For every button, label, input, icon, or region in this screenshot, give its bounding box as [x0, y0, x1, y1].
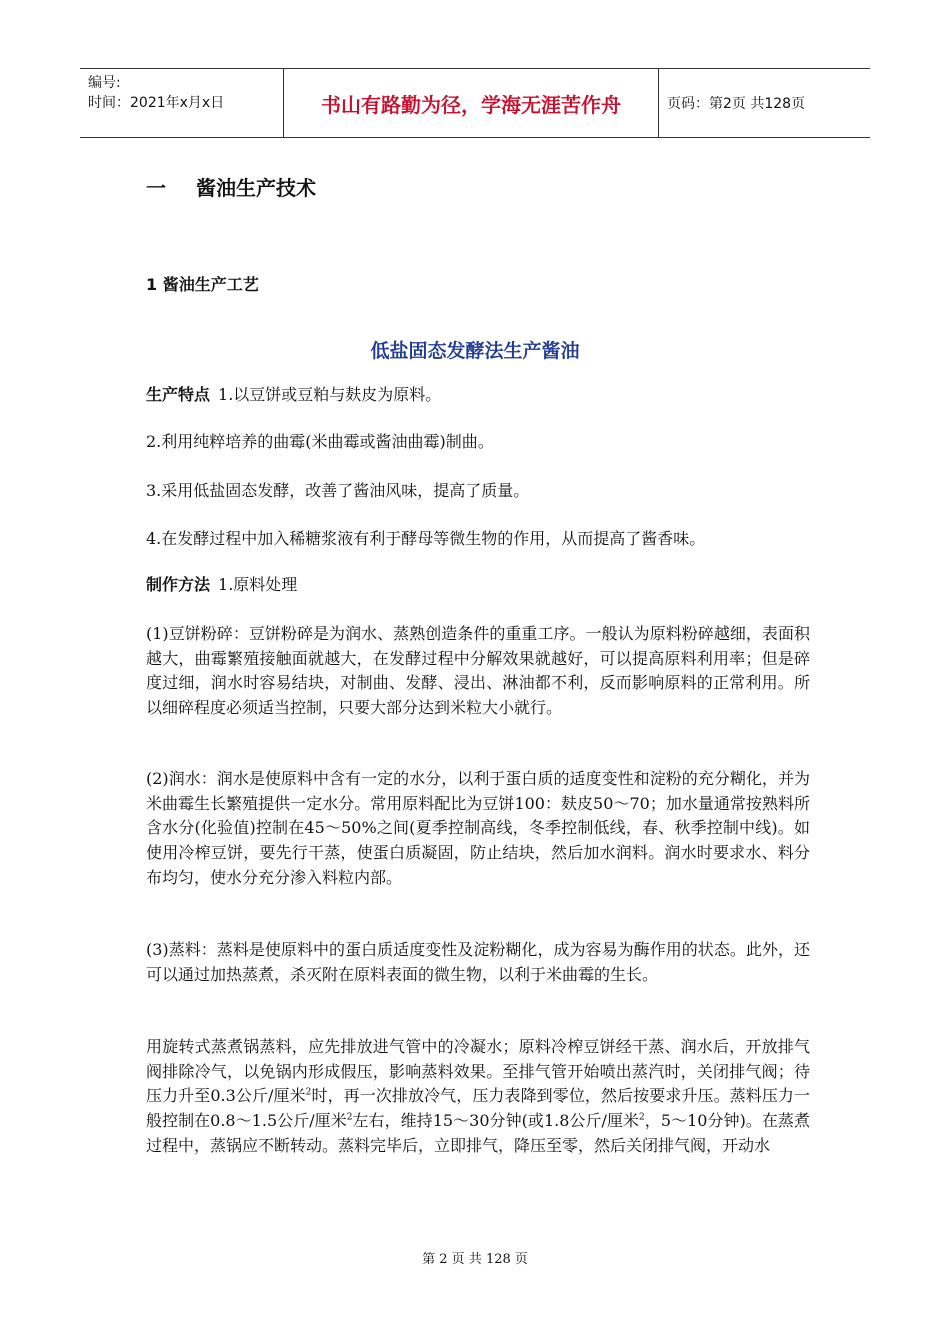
- feature-item-3: 3.采用低盐固态发酵，改善了酱油风味，提高了质量。: [146, 481, 530, 500]
- date-label: 时间：2021年x月x日: [88, 95, 225, 111]
- number-label: 编号:: [88, 75, 121, 91]
- feature-item-4: 4.在发酵过程中加入稀糖浆液有利于酵母等微生物的作用，从而提高了酱香味。: [146, 529, 706, 548]
- section-heading: 1 酱油生产工艺: [146, 275, 259, 294]
- features-line: [146, 383, 810, 408]
- superscript-2: 2: [305, 1088, 312, 1099]
- method-line: [146, 573, 810, 598]
- footer-page-number: 2: [439, 1252, 448, 1267]
- paragraph-steaming-procedure: [146, 1035, 810, 1159]
- procedure-text-b: 时，再一次排放冷气，压力表降到零位，然后按要求升压。蒸料压力一般控制在0.8～1.5公斤/厘米: [146, 1086, 810, 1131]
- footer-prefix: 第: [422, 1252, 436, 1267]
- footer-total-pages: 128: [485, 1252, 511, 1267]
- feature-item-1: 1.以豆饼或豆粕与麸皮为原料。: [218, 385, 442, 404]
- method-label: 制作方法: [146, 575, 211, 594]
- footer-suffix: 页: [514, 1252, 528, 1267]
- page-header: [80, 68, 870, 138]
- footer-middle: 页 共: [451, 1252, 482, 1267]
- superscript-2: 2: [639, 1112, 645, 1123]
- feature-item-2: 2.利用纯粹培养的曲霉(米曲霉或酱油曲霉)制曲。: [146, 432, 494, 451]
- chapter-heading: [146, 172, 316, 201]
- page-footer: [0, 1248, 950, 1267]
- procedure-text-c: 左右，维持15～30分钟(或1.8公斤/厘米: [352, 1111, 640, 1131]
- superscript-2: 2: [346, 1112, 353, 1123]
- paragraph-crushing: (1)豆饼粉碎：豆饼粉碎是为润水、蒸熟创造条件的重重工序。一般认为原料粉碎越细，表面积越大，曲霉繁殖接触面就越大，在发酵过程中分解效果就越好，可以提高原料利用率；但是碎度过细，润水时容易结块，对制曲、发酵、浸出、淋油都不利，反而影响原料的正常利用。所以细碎程度必须适当控制，只要大部分达到米粒大小就行。: [146, 624, 810, 718]
- header-page-info: 页码：第2页 共128页: [667, 96, 806, 112]
- procedure-text-d: ，5～10分钟)。在蒸煮过程中，蒸锅应不断转动。蒸料完毕后，立即排气，降压至零，然后关闭排气阀，开动水: [146, 1111, 810, 1155]
- paragraph-steaming: (3)蒸料：蒸料是使原料中的蛋白质适度变性及淀粉糊化，成为容易为酶作用的状态。此外，还可以通过加热蒸煮，杀灭附在原料表面的微生物，以利于米曲霉的生长。: [146, 940, 810, 984]
- procedure-text-a: 用旋转式蒸煮锅蒸料，应先排放进气管中的冷凝水；原料冷榨豆饼经干蒸、润水后，开放排气阀排除冷气，以免锅内形成假压，影响蒸料效果。至排气管开始喷出蒸汽时，关闭排气阀；待压力升至0.3公斤/厘米: [146, 1037, 810, 1106]
- chapter-title: 酱油生产技术: [196, 176, 316, 200]
- chapter-number: 一: [146, 176, 166, 200]
- header-meta: [80, 69, 283, 137]
- method-item-1: 1.原料处理: [218, 575, 298, 594]
- paragraph-moistening: (2)润水：润水是使原料中含有一定的水分，以利于蛋白质的适度变性和淀粉的充分糊化，并为米曲霉生长繁殖提供一定水分。常用原料配比为豆饼100：麸皮50～70；加水量通常按熟料所含水分(化验值)控制在45～50%之间(夏季控制高线，冬季控制低线，春、秋季控制中线)。如使用冷榨豆饼，要先行干蒸，使蛋白质凝固，防止结块，然后加水润料。润水时要求水、料分布均匀，使水分充分渗入料粒内部。: [146, 769, 810, 887]
- features-label: 生产特点: [146, 385, 211, 404]
- document-title: 低盐固态发酵法生产酱油: [370, 340, 580, 362]
- header-motto: 书山有路勤为径，学海无涯苦作舟: [283, 69, 659, 137]
